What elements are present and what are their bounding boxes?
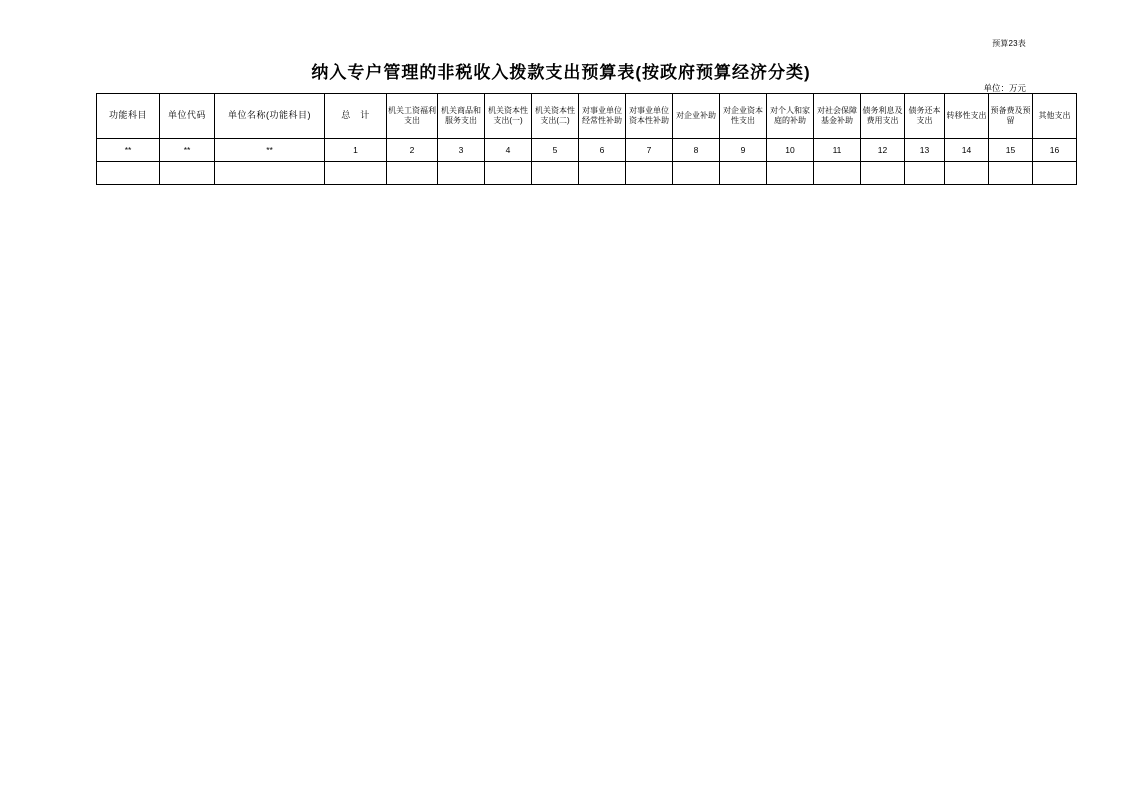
table-cell bbox=[720, 162, 767, 185]
table-cell bbox=[989, 162, 1033, 185]
table-cell bbox=[532, 162, 579, 185]
column-header: 单位名称(功能科目) bbox=[215, 94, 325, 139]
table-cell: 11 bbox=[814, 139, 861, 162]
column-header: 债务还本支出 bbox=[905, 94, 945, 139]
column-header: 对社会保障基金补助 bbox=[814, 94, 861, 139]
column-header: 对企业资本性支出 bbox=[720, 94, 767, 139]
column-header: 对事业单位资本性补助 bbox=[626, 94, 673, 139]
table-cell bbox=[485, 162, 532, 185]
table-cell: 13 bbox=[905, 139, 945, 162]
table-cell: 16 bbox=[1033, 139, 1077, 162]
column-header: 机关资本性支出(二) bbox=[532, 94, 579, 139]
table-cell bbox=[767, 162, 814, 185]
table-cell bbox=[1033, 162, 1077, 185]
table-cell: 2 bbox=[387, 139, 438, 162]
table-cell: ** bbox=[160, 139, 215, 162]
column-header: 机关工资福利支出 bbox=[387, 94, 438, 139]
table-cell: 15 bbox=[989, 139, 1033, 162]
table-cell: 14 bbox=[945, 139, 989, 162]
table-cell bbox=[673, 162, 720, 185]
table-cell: 9 bbox=[720, 139, 767, 162]
column-header: 债务利息及费用支出 bbox=[861, 94, 905, 139]
table-cell: ** bbox=[215, 139, 325, 162]
table-cell: 4 bbox=[485, 139, 532, 162]
table-cell bbox=[626, 162, 673, 185]
table-cell: 6 bbox=[579, 139, 626, 162]
column-header: 对企业补助 bbox=[673, 94, 720, 139]
table-cell bbox=[215, 162, 325, 185]
column-header: 对个人和家庭的补助 bbox=[767, 94, 814, 139]
table-cell: ** bbox=[97, 139, 160, 162]
table-row bbox=[97, 139, 1077, 162]
table-cell bbox=[905, 162, 945, 185]
table-cell bbox=[97, 162, 160, 185]
unit-note: 单位：万元 bbox=[983, 83, 1026, 93]
table-cell: 1 bbox=[325, 139, 387, 162]
table-cell bbox=[861, 162, 905, 185]
table-cell bbox=[325, 162, 387, 185]
column-header: 预备费及预留 bbox=[989, 94, 1033, 139]
table-cell: 8 bbox=[673, 139, 720, 162]
column-header: 其他支出 bbox=[1033, 94, 1077, 139]
column-header: 单位代码 bbox=[160, 94, 215, 139]
form-code: 预算23表 bbox=[992, 39, 1026, 48]
budget-table-container bbox=[96, 93, 1071, 185]
budget-table bbox=[96, 93, 1077, 185]
column-header: 机关资本性支出(一) bbox=[485, 94, 532, 139]
table-cell bbox=[945, 162, 989, 185]
page-title: 纳入专户管理的非税收入拨款支出预算表(按政府预算经济分类) bbox=[311, 63, 811, 82]
column-header: 对事业单位经常性补助 bbox=[579, 94, 626, 139]
table-cell: 7 bbox=[626, 139, 673, 162]
table-cell: 10 bbox=[767, 139, 814, 162]
table-cell: 3 bbox=[438, 139, 485, 162]
table-cell: 12 bbox=[861, 139, 905, 162]
table-cell bbox=[438, 162, 485, 185]
table-cell: 5 bbox=[532, 139, 579, 162]
column-header: 总 计 bbox=[325, 94, 387, 139]
table-cell bbox=[579, 162, 626, 185]
column-header: 机关商品和服务支出 bbox=[438, 94, 485, 139]
table-row bbox=[97, 162, 1077, 185]
table-cell bbox=[387, 162, 438, 185]
table-header-row bbox=[97, 94, 1077, 139]
column-header: 转移性支出 bbox=[945, 94, 989, 139]
table-cell bbox=[814, 162, 861, 185]
column-header: 功能科目 bbox=[97, 94, 160, 139]
table-cell bbox=[160, 162, 215, 185]
